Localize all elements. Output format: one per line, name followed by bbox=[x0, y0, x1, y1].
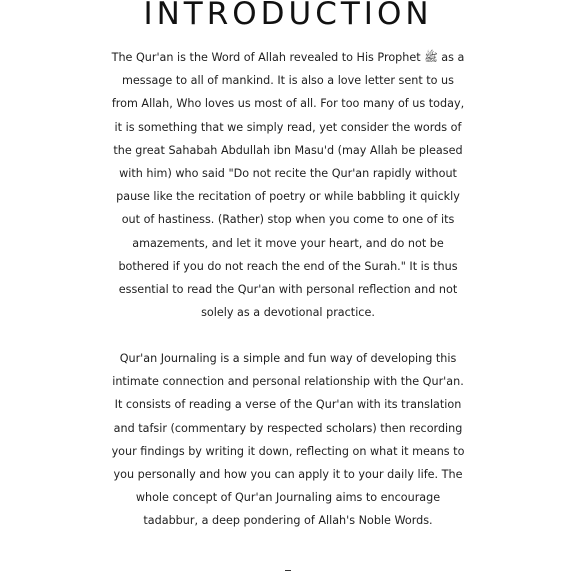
page-title: INTRODUCTION bbox=[143, 0, 433, 32]
intro-paragraph-2: Qur'an Journaling is a simple and fun way of developing this intimate connection and personal relationship with the Qur'an. It consists of reading a verse of the Qur'an with its translation and tafsir (commentary by respected scholars) then recording your findings by writing it down, reflecting on what it means to you personally and how you can apply it to your daily life. The whole concept of Qur'an Journaling aims to encourage tadabbur, a deep pondering of Allah's Noble Words. bbox=[111, 352, 465, 528]
intro-paragraph-1: The Qur'an is the Word of Allah revealed to His Prophet ﷺ as a message to all of mankind. It is also a love letter sent to us from Allah, Who loves us most of all. For too many of us today, it is something that we simply read, yet consider the words of the great Sahabah Abdullah ibn Masu'd (may Allah be pleased with him) who said "Do not recite the Qur'an rapidly without pause like the recitation of poetry or while babbling it quickly out of hastiness. (Rather) stop when you come to one of its amazements, and let it move your heart, and do not be bothered if you do not reach the end of the Surah." It is thus essential to read the Qur'an with personal reflection and not solely as a devotional practice. bbox=[111, 51, 465, 320]
decorative-divider bbox=[285, 570, 291, 571]
